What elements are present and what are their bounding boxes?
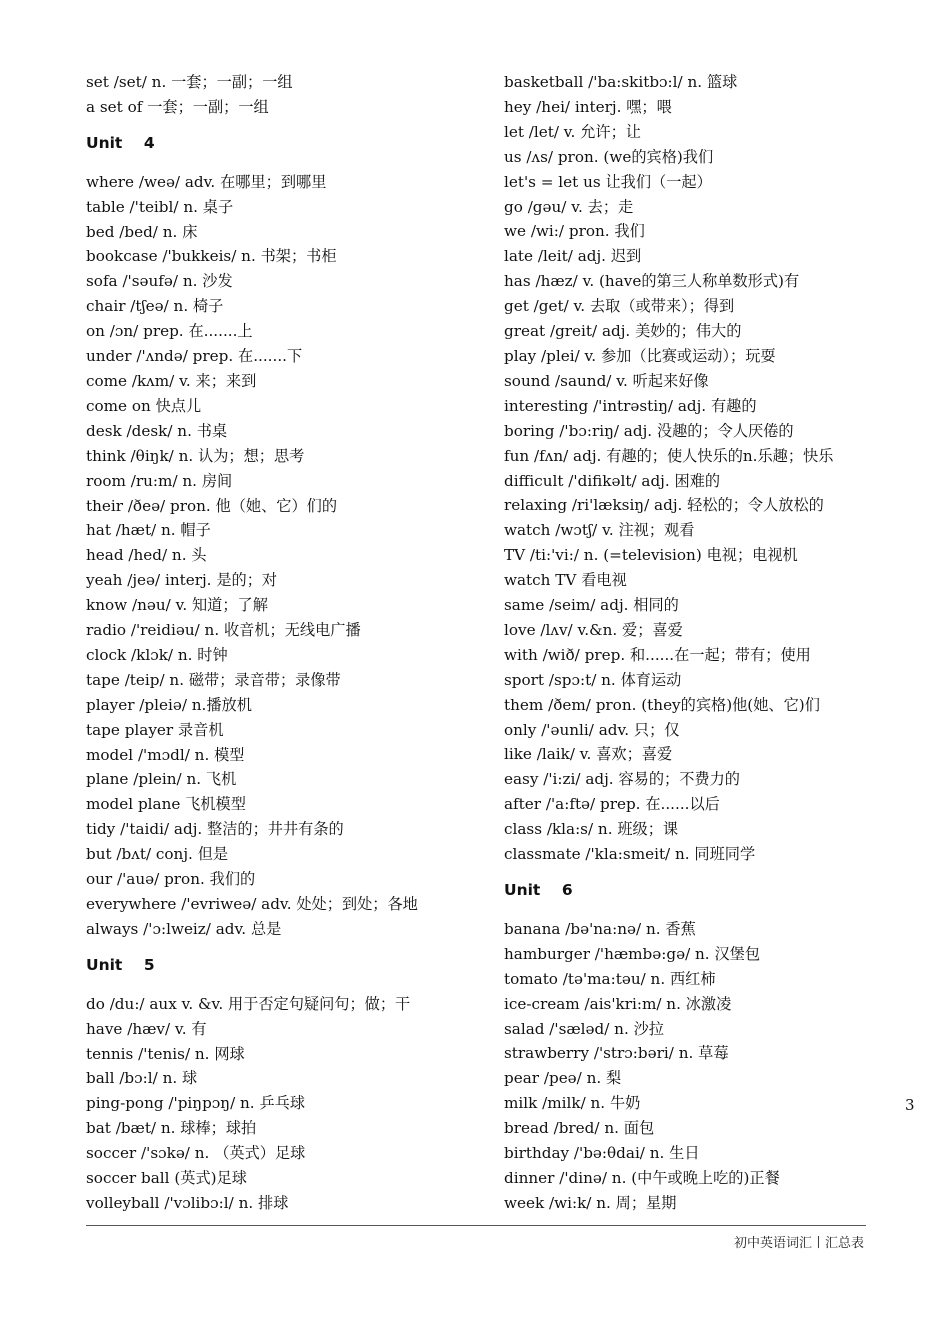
vocab-entry: tape player 录音机 bbox=[86, 720, 224, 739]
vocab-entry: with /wið/ prep. 和......在一起；带有；使用 bbox=[504, 645, 811, 664]
vocab-entry: come on 快点儿 bbox=[86, 396, 202, 415]
vocab-entry: late /leit/ adj. 迟到 bbox=[504, 247, 642, 266]
vocab-entry: radio /'reidiəu/ n. 收音机；无线电广播 bbox=[86, 621, 361, 640]
vocab-entry: always /'ɔ:lweiz/ adv. 总是 bbox=[86, 919, 282, 938]
vocab-entry: only /'əunli/ adv. 只；仅 bbox=[504, 720, 680, 739]
vocab-entry: like /laik/ v. 喜欢；喜爱 bbox=[504, 745, 673, 764]
vocab-entry: tomato /tə'ma:təu/ n. 西红柿 bbox=[504, 969, 716, 988]
vocab-entry: room /ru:m/ n. 房间 bbox=[86, 471, 233, 490]
vocab-entry: ping-pong /'piŋpɔŋ/ n. 乒乓球 bbox=[86, 1094, 306, 1113]
vocab-entry: let /let/ v. 允许；让 bbox=[504, 122, 641, 141]
vocab-entry: bat /bæt/ n. 球棒；球拍 bbox=[86, 1119, 257, 1138]
vocab-entry: bread /bred/ n. 面包 bbox=[504, 1119, 655, 1138]
vocab-entry: player /pleiə/ n.播放机 bbox=[86, 695, 252, 714]
vocab-entry: a set of 一套；一副；一组 bbox=[86, 97, 269, 116]
vocab-entry: our /'auə/ pron. 我们的 bbox=[86, 870, 256, 889]
vocab-entry: ball /bɔ:l/ n. 球 bbox=[86, 1069, 198, 1088]
vocab-entry: plane /plein/ n. 飞机 bbox=[86, 770, 237, 789]
vocab-entry: class /kla:s/ n. 班级；课 bbox=[504, 820, 679, 839]
vocab-entry: know /nəu/ v. 知道；了解 bbox=[86, 596, 268, 615]
vocab-entry: dinner /'dinə/ n. (中午或晚上吃的)正餐 bbox=[504, 1168, 780, 1187]
vocab-entry: do /du:/ aux v. &v. 用于否定句疑问句；做；干 bbox=[86, 994, 411, 1013]
vocab-entry: clock /klɔk/ n. 时钟 bbox=[86, 645, 228, 664]
vocab-entry: ice-cream /ais'kri:m/ n. 冰激凌 bbox=[504, 994, 732, 1013]
vocab-entry: volleyball /'vɔlibɔ:l/ n. 排球 bbox=[86, 1193, 289, 1212]
vocab-entry: classmate /'kla:smeit/ n. 同班同学 bbox=[504, 845, 756, 864]
vocab-entry: has /hæz/ v. (have的第三人称单数形式)有 bbox=[504, 272, 800, 291]
vocab-entry: easy /'i:zi/ adj. 容易的；不费力的 bbox=[504, 770, 740, 789]
vocab-entry: boring /'bɔ:riŋ/ adj. 没趣的；令人厌倦的 bbox=[504, 421, 794, 440]
vocab-entry: bed /bed/ n. 床 bbox=[86, 222, 198, 241]
vocab-entry: love /lʌv/ v.&n. 爱；喜爱 bbox=[504, 620, 683, 639]
vocab-entry: difficult /'difikəlt/ adj. 困难的 bbox=[504, 471, 721, 490]
vocab-entry: table /'teibl/ n. 桌子 bbox=[86, 197, 234, 216]
vocab-entry: same /seim/ adj. 相同的 bbox=[504, 596, 679, 615]
vocab-entry: tidy /'taidi/ adj. 整洁的；井井有条的 bbox=[86, 820, 344, 839]
vocab-entry: play /plei/ v. 参加（比赛或运动）；玩耍 bbox=[504, 346, 776, 365]
vocab-entry: go /gəu/ v. 去；走 bbox=[504, 197, 634, 216]
vocab-entry: hat /hæt/ n. 帽子 bbox=[86, 521, 211, 540]
vocab-entry: watch TV 看电视 bbox=[504, 571, 627, 590]
vocab-entry: birthday /'bə:θdai/ n. 生日 bbox=[504, 1144, 700, 1163]
unit-heading: Unit 6 bbox=[504, 881, 573, 899]
vocab-entry: get /get/ v. 去取（或带来）；得到 bbox=[504, 297, 735, 316]
unit-heading: Unit 4 bbox=[86, 133, 155, 152]
vocab-entry: after /'a:ftə/ prep. 在......以后 bbox=[504, 795, 720, 814]
vocab-entry: watch /wɔtʃ/ v. 注视；观看 bbox=[504, 521, 695, 540]
vocab-entry: yeah /jeə/ interj. 是的；对 bbox=[86, 571, 278, 590]
vocab-entry: strawberry /'strɔ:bəri/ n. 草莓 bbox=[504, 1044, 729, 1063]
vocab-entry: milk /milk/ n. 牛奶 bbox=[504, 1094, 641, 1113]
vocab-entry: relaxing /ri'læksiŋ/ adj. 轻松的；令人放松的 bbox=[504, 496, 824, 515]
vocab-entry: on /ɔn/ prep. 在.......上 bbox=[86, 322, 253, 341]
vocab-entry: let's = let us 让我们（一起） bbox=[504, 172, 712, 191]
vocab-entry: model plane 飞机模型 bbox=[86, 795, 246, 814]
vocab-entry: come /kʌm/ v. 来；来到 bbox=[86, 371, 257, 390]
vocab-entry: but /bʌt/ conj. 但是 bbox=[86, 845, 229, 864]
vocab-entry: soccer ball (英式)足球 bbox=[86, 1169, 247, 1188]
vocab-entry: fun /fʌn/ adj. 有趣的；使人快乐的n.乐趣；快乐 bbox=[504, 446, 834, 465]
vocab-entry: set /set/ n. 一套；一副；一组 bbox=[86, 73, 293, 91]
unit-heading: Unit 5 bbox=[86, 955, 155, 974]
vocab-entry: chair /tʃeə/ n. 椅子 bbox=[86, 297, 224, 316]
vocab-entry: soccer /'sɔkə/ n. （英式）足球 bbox=[86, 1144, 306, 1163]
vocab-entry: banana /bə'na:nə/ n. 香蕉 bbox=[504, 919, 696, 938]
footer-divider bbox=[86, 1225, 866, 1226]
vocab-entry: tape /teip/ n. 磁带；录音带；录像带 bbox=[86, 670, 341, 689]
vocab-entry: week /wi:k/ n. 周；星期 bbox=[504, 1193, 677, 1212]
vocab-entry: have /hæv/ v. 有 bbox=[86, 1019, 207, 1038]
left-column bbox=[86, 70, 486, 1216]
vocab-entry: bookcase /'bukkeis/ n. 书架；书柜 bbox=[86, 247, 337, 266]
vocab-entry: hamburger /'hæmbə:gə/ n. 汉堡包 bbox=[504, 944, 761, 963]
vocab-entry: where /weə/ adv. 在哪里；到哪里 bbox=[86, 172, 327, 191]
vocab-entry: basketball /'ba:skitbɔ:l/ n. 篮球 bbox=[504, 73, 738, 91]
vocab-entry: we /wi:/ pron. 我们 bbox=[504, 222, 645, 241]
vocab-entry: sofa /'səufə/ n. 沙发 bbox=[86, 272, 233, 291]
vocab-entry: tennis /'tenis/ n. 网球 bbox=[86, 1044, 245, 1063]
vocab-entry: desk /desk/ n. 书桌 bbox=[86, 421, 228, 440]
vocab-entry: under /'ʌndə/ prep. 在.......下 bbox=[86, 347, 303, 366]
vocab-entry: us /ʌs/ pron. (we的宾格)我们 bbox=[504, 147, 714, 166]
vocab-entry: model /'mɔdl/ n. 模型 bbox=[86, 745, 245, 764]
vocab-entry: interesting /'intrəstiŋ/ adj. 有趣的 bbox=[504, 396, 757, 415]
vocab-entry: salad /'sæləd/ n. 沙拉 bbox=[504, 1019, 664, 1038]
right-column bbox=[504, 70, 924, 1216]
vocab-entry: great /greit/ adj. 美妙的；伟大的 bbox=[504, 322, 742, 341]
vocab-entry: sport /spɔ:t/ n. 体育运动 bbox=[504, 670, 682, 689]
vocab-entry: their /ðeə/ pron. 他（她、它）们的 bbox=[86, 496, 338, 515]
vocab-entry: TV /ti:'vi:/ n. (=television) 电视；电视机 bbox=[504, 546, 798, 565]
vocab-entry: them /ðem/ pron. (they的宾格)他(她、它)们 bbox=[504, 695, 820, 714]
vocab-entry: everywhere /'evriweə/ adv. 处处；到处；各地 bbox=[86, 895, 418, 913]
page-number: 3 bbox=[905, 1096, 915, 1114]
vocab-entry: hey /hei/ interj. 嘿；喂 bbox=[504, 97, 672, 116]
footer-title: 初中英语词汇丨汇总表 bbox=[733, 1236, 864, 1251]
vocab-entry: head /hed/ n. 头 bbox=[86, 546, 207, 565]
vocab-entry: think /θiŋk/ n. 认为；想；思考 bbox=[86, 446, 305, 465]
vocab-entry: sound /saund/ v. 听起来好像 bbox=[504, 371, 709, 390]
vocab-entry: pear /peə/ n. 梨 bbox=[504, 1069, 622, 1088]
